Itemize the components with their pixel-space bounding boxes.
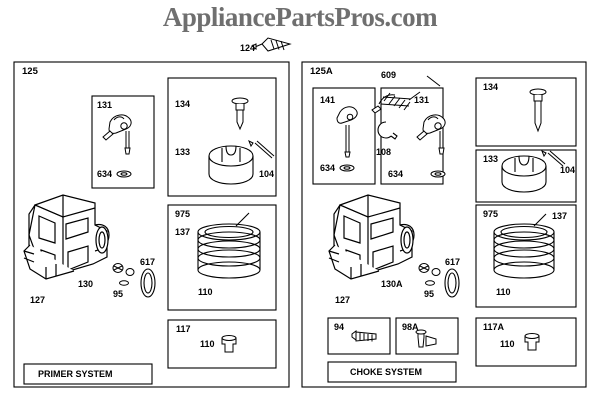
callout-617-primer: 617	[140, 257, 156, 267]
callout-104-choke: 104	[560, 165, 576, 175]
callout-131-choke: 131	[414, 95, 430, 105]
callout-634-primer: 634	[97, 169, 113, 179]
callout-634-choke-left: 634	[320, 163, 336, 173]
callout-617-choke: 617	[445, 257, 461, 267]
callout-133-choke: 133	[483, 154, 499, 164]
callout-137-primer: 137	[175, 227, 191, 237]
callout-125: 125	[22, 66, 38, 77]
watermark-text: AppliancePartsPros.com	[162, 2, 438, 32]
callout-130: 130	[78, 279, 94, 289]
callout-634-choke: 634	[388, 169, 404, 179]
callout-117A: 117A	[483, 322, 505, 332]
callout-134-choke: 134	[483, 82, 499, 92]
callout-117: 117	[176, 324, 191, 334]
primer-system-label: PRIMER SYSTEM	[38, 369, 113, 379]
callout-110-plug-choke: 110	[500, 339, 515, 349]
callout-609: 609	[381, 70, 397, 80]
callout-110-choke: 110	[496, 287, 511, 297]
callout-127-primer: 127	[30, 295, 46, 305]
callout-141: 141	[320, 95, 336, 105]
callout-125A: 125A	[310, 66, 333, 77]
callout-124: 124	[240, 43, 256, 53]
choke-system-label: CHOKE SYSTEM	[350, 367, 423, 377]
callout-110-primer: 110	[198, 287, 213, 297]
callout-975-primer: 975	[175, 209, 191, 219]
callout-94: 94	[334, 322, 345, 332]
callout-975-choke: 975	[483, 209, 499, 219]
callout-130A: 130A	[381, 279, 403, 289]
callout-108: 108	[376, 147, 392, 157]
callout-133-primer: 133	[175, 147, 191, 157]
callout-98A: 98A	[402, 322, 419, 332]
callout-127-choke: 127	[335, 295, 351, 305]
callout-95-choke: 95	[424, 289, 435, 299]
callout-104-primer: 104	[259, 169, 275, 179]
callout-134-primer: 134	[175, 99, 191, 109]
callout-110-plug-primer: 110	[200, 339, 215, 349]
callout-131-primer: 131	[97, 100, 113, 110]
callout-137-choke: 137	[552, 211, 568, 221]
callout-95-primer: 95	[113, 289, 124, 299]
